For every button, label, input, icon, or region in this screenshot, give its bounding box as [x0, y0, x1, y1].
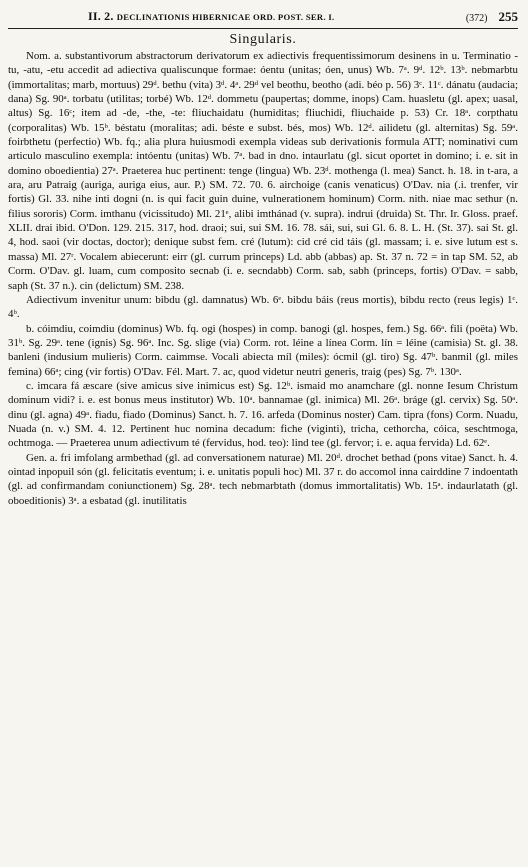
paragraph-genitive-a: Gen. a. fri imfolang armbethad (gl. ad conversationem naturae) Ml. 20ᵈ. drochet bethad (pons vitae) Sanct. h. 4. ointad inpopuil són (gl. felicitatis eventum; i. e. unitatis populi hoc) Ml. 37 r. do accomol inna cairddine 7 indoentath (gl. ad confirmandam coniunctionem) Sg. 28ᵃ. tech nebmarbtath (domus immortalitatis) Wb. 15ᵃ. indaurlatath (gl. oboeditionis) 3ᵃ. a esbatad (gl. inutilitatis [8, 451, 518, 507]
page-reference [466, 9, 518, 25]
reference-number: (372) [465, 13, 488, 24]
paragraph-nominative-c: c. imcara fá æscare (sive amicus sive inimicus est) Sg. 12ᵇ. ismaid mo anamchare (gl. nonne Iesum Christum dominum vidi? i. e. est bonus meus institutor) Wb. 10ᵃ. bannamae (gl. inimica) Ml. 26ᵃ. bráge (gl. cervix) Sg. 50ᵃ. dinu (gl. agna) 49ᵃ. fiadu, fiado (Dominus) Sanct. h. 7. 16. arfeda (Dominus noster) Cam. tipra (fons) Corm. Nuadu, Nuada (n. v.) SM. 4. 12. Pertinent huc nomina decadum: fiche (viginti), tricha, cethorcha, cóica, seschtmoga, ochtmoga. — Praeterea unum adiectivum té (fervidus, hod. teo): lind tee (gl. fervor; i. e. aqua fervida) Ld. 62ᵉ. [8, 379, 518, 450]
page-number: 255 [498, 9, 518, 24]
paragraph-nominative-b: b. cóimdiu, coimdiu (dominus) Wb. fq. ogi (hospes) in comp. banogi (gl. hospes, fem.) Sg. 66ᵃ. fili (poëta) Wb. 31ᵇ. Sg. 29ᵃ. tene (ignis) Sg. 96ᵃ. Inc. Sg. slige (via) Corm. rot. léine a línea Corm. lín = léine (camisia) St. gl. 38. banleni (indusium mulieris) Corm. caimmse. Vocali abiecta míl (miles): ócmil (gl. tiro) Sg. 47ᵇ. banmil (gl. miles femina) 66ᵃ; cing (vir fortis) O'Dav. Fél. Mart. 7. ac, quod videtur neutri generis, traig (pes) Sg. 7ᵇ. 130ᵃ. [8, 322, 518, 378]
body-text [8, 49, 518, 508]
section-heading: Singularis. [229, 32, 297, 47]
running-header [8, 4, 518, 29]
running-title [88, 9, 334, 24]
paragraph-adjective: Adiectivum invenitur unum: bibdu (gl. damnatus) Wb. 6ᵉ. bibdu báis (reus mortis), bibdu recto (reus legis) 1ᶜ. 4ᵇ. [8, 293, 518, 321]
paragraph-nominative-a: Nom. a. substantivorum abstractorum derivatorum ex adiectivis frequentissimorum desinens in u. Terminatio -tu, -atu, -etu accedit ad adiectiva qualiscunque formae: óentu (unitas; óen, unus) Wb. 7ᵃ. 9ᵈ. 12ᵇ. 13ᵇ. nebmarbtu (immortalitas; marb, mortuus) 29ᵈ. bethu (vita) 3ᵈ. 4ᵃ. 29ᵈ vel beothu, beotho (adi. béo p. 56) 3ᶜ. 11ᶜ. dánatu (audacia; dana) Sg. 90ᵃ. torbatu (utilitas; torbé) Wb. 12ᵈ. dommetu (paupertas; domme, inops) Cam. huasletu (gl. apex; uasal, altus) Sg. 16ᶜ; item ad -de, -the, -te: fliuchaidatu (humiditas; fliuchidi, fliuchaide p. 53) Cr. 18ᵃ. corpthatu (corporalitas) Wb. 15ᵇ. béstatu (moralitas; adi. béste e subst. bés, mos) Wb. 12ᵈ. ailidetu (gl. alternitas) Sg. 59ᵃ. foirbthetu (perfectio) Wb. fq.; alia plura huiusmodi exempla videas sub derivationis formula ATT; nominativi cum articulo masculino exempla: intóentu (unitas) Wb. 7ᵃ. bad in dno. intaurlatu (gl. sicut oportet in domino; i. e. sit in domino oboedientia) 27ᵃ. Praeterea huc pertinent: tenge (lingua) Wb. 23ᵈ. mothenga (l. mea) Sanct. h. 18. in t-ara, a ara, aru Patraig (auriga, auriga eius, aur. P.) SM. 72. 70. 6. airchoige (canis venaticus) O'Dav. nia (.i. trenfer, vir fortis) Gl. 33. nihe inti dogni (n. is qui facit guin duine, vulnerationem hominum) Corm. nith. niae mac sethur (n. filius sororis) Corm. imthanu (vicissitudo) Ml. 21ᵉ, alibi imthánad (v. supra). indrui (druida) St. Thr. Ir. Gloss. praef. XLII. drai ibid. O'Don. 129. 215. 317, hod. draoi; sui, sui SM. 16. 78. sái, sui, sui Gl. 6. 8. L. H. (St. 37). sai St. gl. 4, hod. saoi (vir doctas, doctor); denique subst fem. cré (lutum): cid cré cid táis (gl. massam; i. e. sive lutum est s. massa) Ml. 27ʳ. Vocalem abiecerunt: eirr (gl. currum princeps) Ld. abb (abbas) ap. St. 37 n. 72 = in tap SM. 52, ab Corm. O'Dav. gl. luam, cum composito secnab (i. e. secndabb) Corm. sab, sabh (princeps, fortis) O'Dav. = sabb, saph (St. 37 n.). cin (delictum) SM. 238. [8, 50, 518, 292]
section-number: II. 2. [88, 9, 114, 23]
running-title-text: DECLINATIONIS HIBERNICAE ORD. POST. SER. I. [116, 12, 335, 22]
